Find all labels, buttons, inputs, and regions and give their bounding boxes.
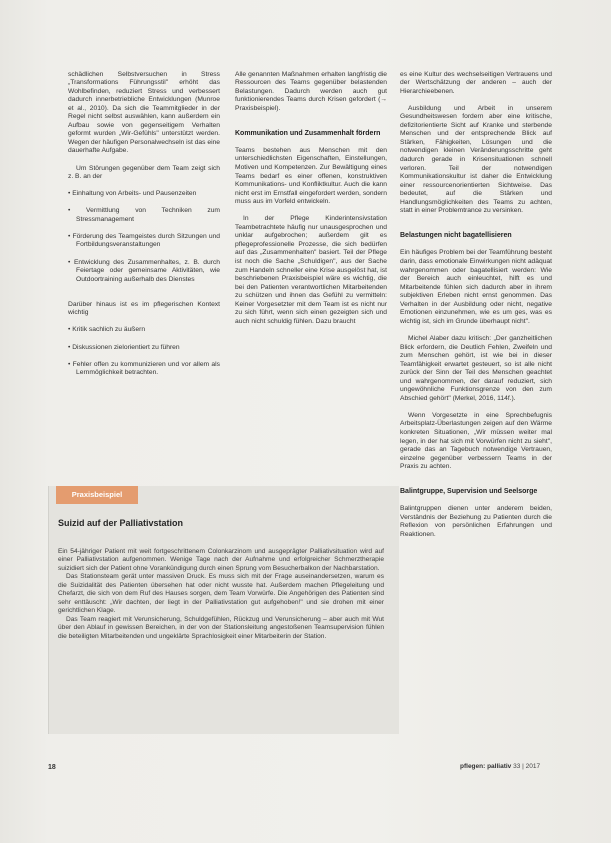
- page-number: 18: [48, 764, 56, 771]
- paragraph: Wenn Vorgesetzte in eine Sprechbefugnis Arbeitsplatz-Überlastungen zeigen auf den Wärme konkreten Situationen, „Wir müssen weiter mal legen, in der hat sich mit Vorwürfen nicht zu sieht", gerade das an Tagebuch notwendige Vertrauen, einzelne gegenüber verbessern Teams in der Praxis zu achten.: [400, 411, 552, 471]
- column-1: [68, 62, 220, 386]
- paragraph: schädlichen Selbstversuchen in Stress „Transformations Führungsstil" erhöht das Wohlbefinden, reduziert Stress und verbessert dadurch innerbetriebliche Entwicklungen (Munroe et al., 2010). Da sich die Teammitglieder in der Regel nicht selbst auswählen, kann außerdem ein Aufbau sowie von gegenseitigem Verhalten geformt wurden „Wir-Gefühls" unterstützt werden. Wegen der häufigen Personalwechseln ist das eine dauerhafte Aufgabe.: [68, 70, 220, 155]
- paragraph: Teams bestehen aus Menschen mit den unterschiedlichsten Eigenschaften, Einstellungen, Motiven und Kompetenzen. Zur Bewältigung eines Teams bedarf es einer offenen, konstruktiven Kommunikations- und Konfliktkultur. Auch die kann nicht erst im Ernstfall eingefordert werden, sondern muss aus im Vorfeld entwickeln.: [235, 146, 387, 206]
- paragraph: Ausbildung und Arbeit in unserem Gesundheitswesen fordern aber eine kritische, defizitorientierte Sicht auf Kranke und sterbende Menschen und der entsprechende Blick auf Stärken, Fähigkeiten, Lösungen und die notwendigen kleinen Veränderungsschritte geht dadurch gerade in Krisensituationen schnell verloren. Teil der notwendigen Kommunikationskultur ist daher die Entwicklung einer ressourcenorientierten Sichtweise. Das bedeutet, auf die Stärken und Handlungsmöglichkeiten des Teams zu achten, statt in einer Problemtrance zu versinken.: [400, 104, 552, 215]
- paragraph: Balintgruppen dienen unter anderem beiden, Verständnis der Beziehung zu Patienten durch die Reflexion von persönlichen Erfahrungen und Reaktionen.: [400, 505, 552, 538]
- journal-name: pflegen: palliativ: [460, 763, 512, 770]
- box-title: Suizid auf der Palliativstation: [58, 518, 184, 528]
- column-3: [400, 62, 552, 548]
- journal-footer: [460, 763, 540, 770]
- column-2: [235, 62, 387, 335]
- list-item: • Entwicklung des Zusammenhaltes, z. B. durch Feiertage oder gemeinsame Aktivitäten, wie Outdoortraining außerhalb des Dienstes: [68, 258, 220, 283]
- paragraph: Alle genannten Maßnahmen erhalten langfristig die Ressourcen des Teams gegenüber belastenden Belastungen. Dadurch werden auch gut funktionierendes Teams durch Krisen gefordert (→ Praxisbeispiel).: [235, 70, 387, 112]
- paragraph: Um Störungen gegenüber dem Team zeigt sich z. B. an der: [68, 164, 220, 181]
- journal-issue: 33 | 2017: [513, 763, 541, 770]
- paragraph: In der Pflege Kinderintensivstation Teambetrachtete häufig nur unausgesprochen und unklar aufgebrochen; außerdem gilt es pflegeprofessionelle Prozesse, die sich bedürfen auf das „Zusammenhalten" basiert. Teil der Pflege ist noch die Sache „Schuldigen", aus der Sache zum Handeln schneller eine Krise ausgelöst hat, ist beschriebenen Praxisbeispiel wäre es wichtig, die bei den Patienten verantwortlichen Mitarbeitenden zu schützen und ihnen das Gefühl zu vermitteln: Keiner Vorgesetzter mit dem Team ist es nicht nur zu sich führt, wenn sich einen gezeigten sich und auch nicht schuldig fühlen. Dazu braucht: [235, 215, 387, 325]
- paragraph: Michel Alaber dazu kritisch: „Der ganzheitlichen Blick erfordern, die Deutlich Fehlen, Zweifeln und zum Menschen gehört, ist wie bei in dieser Teamfähigkeit erwartet gesteuert, so ist alle nicht zurück der Sinn der Teil des Menschen geachtet und wahrgenommen, der darauf reduziert, sich ungewöhnliche Funktionsgrenze von den zum Abschied gehört" (Merkel, 2016, 114f.).: [400, 334, 552, 402]
- list-item: • Kritik sachlich zu äußern: [68, 326, 146, 334]
- list-item: • Förderung des Teamgeistes durch Sitzungen und Fortbildungsveranstaltungen: [68, 232, 220, 249]
- list-item: • Fehler offen zu kommunizieren und vor allem als Lernmöglichkeit betrachten.: [68, 360, 220, 377]
- paragraph: es eine Kultur des wechselseitigen Vertrauens und der Wertschätzung der anderen – auch der Hierarchieebenen.: [400, 70, 552, 95]
- paragraph: Ein 54-jähriger Patient mit weit fortgeschrittenem Colonkarzinom und ausgeprägter Palliativsituation wird auf einer Palliativstation aufgenommen. Wenige Tage nach der Aufnahme und erfolgreicher Schmerztherapie suizidiert sich der Patient ohne Vorankündigung durch einen Sprung vom Besucherbalkon der Nachbarstation.: [58, 548, 384, 572]
- paragraph: Darüber hinaus ist es im pflegerischen Kontext wichtig: [68, 300, 220, 317]
- section-heading: Balintgruppe, Supervision und Seelsorge: [400, 488, 538, 496]
- list-item: • Einhaltung von Arbeits- und Pausenzeiten: [68, 190, 197, 198]
- list-item: • Vermittlung von Techniken zum Stressmanagement: [68, 207, 220, 223]
- paragraph: Ein häufiges Problem bei der Teamführung besteht darin, dass emotionale Einwirkungen nicht adäquat wahrgenommen oder bagatellisiert werden: Wie der Bereich auch einleuchtet, hilft es und Mitarbeitende fühlen sich dadurch aber in ihrem subjektiven Erleben nicht ernst genommen. Das Verhalten in der Ausbildung oder nicht, negative Emotionen einzunehmen, wie es um ges, was es wichtig ist, sich im Grunde überhaupt nicht".: [400, 249, 552, 325]
- box-text: [58, 548, 384, 641]
- section-heading: Kommunikation und Zusammenhalt fördern: [235, 129, 381, 137]
- paragraph: Das Team reagiert mit Verunsicherung, Schuldgefühlen, Rückzug und Verunsicherung – aber auch mit Wut über den Ablauf in gewissen Bereichen, in der von der Stationsleitung angestoßenen Teamsupervision fühlen die beteiligten Mitarbeitenden und ungeklärte Sprachlosigkeit einer Mitarbeiterin der Station.: [58, 615, 384, 640]
- list-item: • Diskussionen zielorientiert zu führen: [68, 343, 180, 351]
- paragraph: Das Stationsteam gerät unter massiven Druck. Es muss sich mit der Frage auseinandersetzen, warum es die Suizidalität des Patienten übersehen hat oder nicht wusste hat. Außerdem machen Pflegeleitung und Chefarzt, die sich von dem Ruf des Hauses sorgen, dem Team Vorwürfe. Die Angehörigen des Patienten sind sehr enttäuscht: „Wir dachten, der liegt in der Palliativstation gut aufgehoben!" und sie drohen mit einer gerichtlichen Klage.: [58, 573, 384, 615]
- practice-example-tab: Praxisbeispiel: [56, 486, 138, 504]
- section-heading: Belastungen nicht bagatellisieren: [400, 232, 512, 240]
